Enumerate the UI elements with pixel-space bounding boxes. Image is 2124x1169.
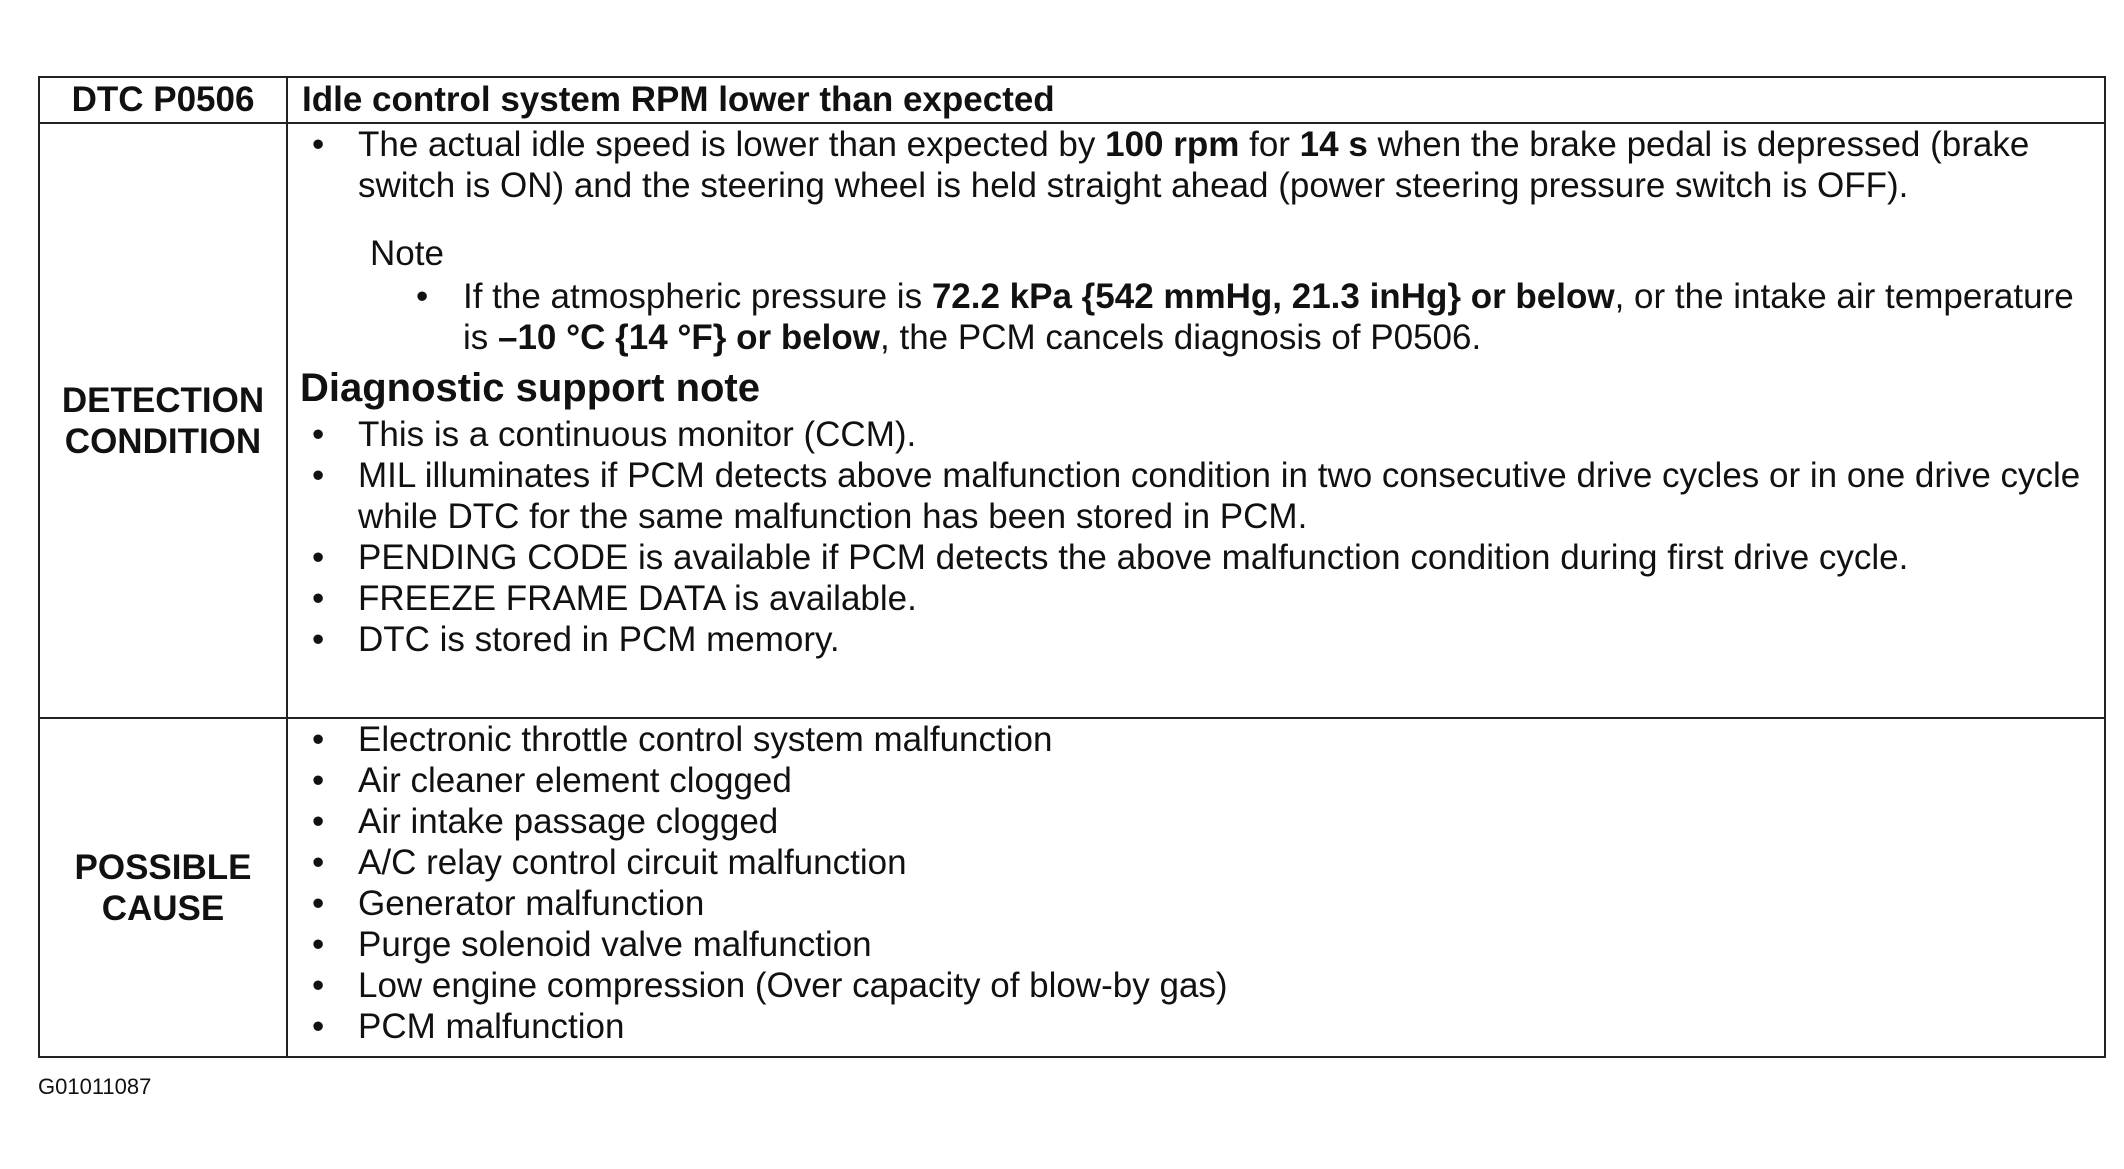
list-item [288,965,2104,1006]
bullet-dot: • [312,966,325,1006]
list-item [288,760,2104,801]
detection-row [39,123,2105,718]
bullet-dot: • [312,538,325,578]
bullet-dot: • [312,802,325,842]
figure-id: G01011087 [38,1074,152,1099]
bullet-dot: • [312,456,325,496]
detection-rpm-value: 100 rpm [1105,125,1240,165]
note-block [288,232,2104,358]
list-item-text: FREEZE FRAME DATA is available. [358,579,917,619]
list-item [288,619,2104,660]
possible-cause-row [39,718,2105,1057]
detection-content [287,123,2105,718]
possible-cause-label-line1: POSSIBLE [74,847,252,887]
note-bullet [288,276,2104,358]
bullet-dot: • [312,415,325,455]
note-text-2: , or the intake air temperature is [463,277,2074,358]
list-item-text: Air intake passage clogged [358,802,779,842]
list-item-text: This is a continuous monitor (CCM). [358,415,917,455]
list-item-text: MIL illuminates if PCM detects above malfunction condition in two consecutive drive cycles or in one drive cycle while DTC for the same malfunction has been stored in PCM. [358,456,2081,537]
note-text-3: , the PCM cancels diagnosis of P0506. [880,318,1482,358]
list-item [288,455,2104,537]
list-item [288,924,2104,965]
possible-cause-label [39,718,287,1057]
list-item-text: Purge solenoid valve malfunction [358,925,872,965]
list-item-text: Electronic throttle control system malfunction [358,720,1053,760]
detection-label [39,123,287,718]
list-item-text: Generator malfunction [358,884,705,924]
dtc-code: DTC P0506 [39,77,287,123]
list-item-text: A/C relay control circuit malfunction [358,843,907,883]
bullet-dot: • [312,125,325,165]
header-row [39,77,2105,123]
note-temperature-value: –10 °C {14 °F} or below [498,318,881,358]
list-item [288,801,2104,842]
possible-cause-list [288,719,2104,1047]
detection-text-2: for [1239,125,1300,165]
diagnostic-support-list [288,414,2104,660]
list-item [288,719,2104,760]
list-item [288,883,2104,924]
list-item-text: Air cleaner element clogged [358,761,792,801]
detection-label-line2: CONDITION [64,421,262,461]
dtc-description: Idle control system RPM lower than expected [287,77,2105,123]
list-item [288,537,2104,578]
list-item [288,842,2104,883]
possible-cause-content [287,718,2105,1057]
note-list [288,276,2104,358]
detection-text-1: The actual idle speed is lower than expected by [358,125,1106,165]
note-title: Note [370,234,444,274]
list-item [288,1006,2104,1047]
detection-main-list [288,124,2104,206]
detection-main-bullet [288,124,2104,206]
note-pressure-value: 72.2 kPa {542 mmHg, 21.3 inHg} or below [931,277,1615,317]
diagnostic-support-heading: Diagnostic support note [300,366,760,411]
bullet-dot: • [312,884,325,924]
bullet-dot: • [312,843,325,883]
list-item-text: PENDING CODE is available if PCM detects the above malfunction condition during first drive cycle. [358,538,1909,578]
bullet-dot: • [312,720,325,760]
bullet-dot: • [312,761,325,801]
bullet-dot: • [312,579,325,619]
detection-label-line1: DETECTION [61,380,265,420]
list-item-text: PCM malfunction [358,1007,625,1047]
bullet-dot: • [312,925,325,965]
bullet-dot: • [312,620,325,660]
dtc-table [38,76,2106,1058]
list-item-text: Low engine compression (Over capacity of blow-by gas) [358,966,1228,1006]
detection-time-value: 14 s [1299,125,1368,165]
bullet-dot: • [416,277,429,317]
possible-cause-label-line2: CAUSE [101,888,225,928]
list-item-text: DTC is stored in PCM memory. [358,620,840,660]
list-item [288,578,2104,619]
list-item [288,414,2104,455]
note-text-1: If the atmospheric pressure is [463,277,932,317]
detection-text-3: when the brake pedal is depressed (brake switch is ON) and the steering wheel is held straight ahead (power steering pressure switch is OFF). [358,125,2030,206]
bullet-dot: • [312,1007,325,1047]
